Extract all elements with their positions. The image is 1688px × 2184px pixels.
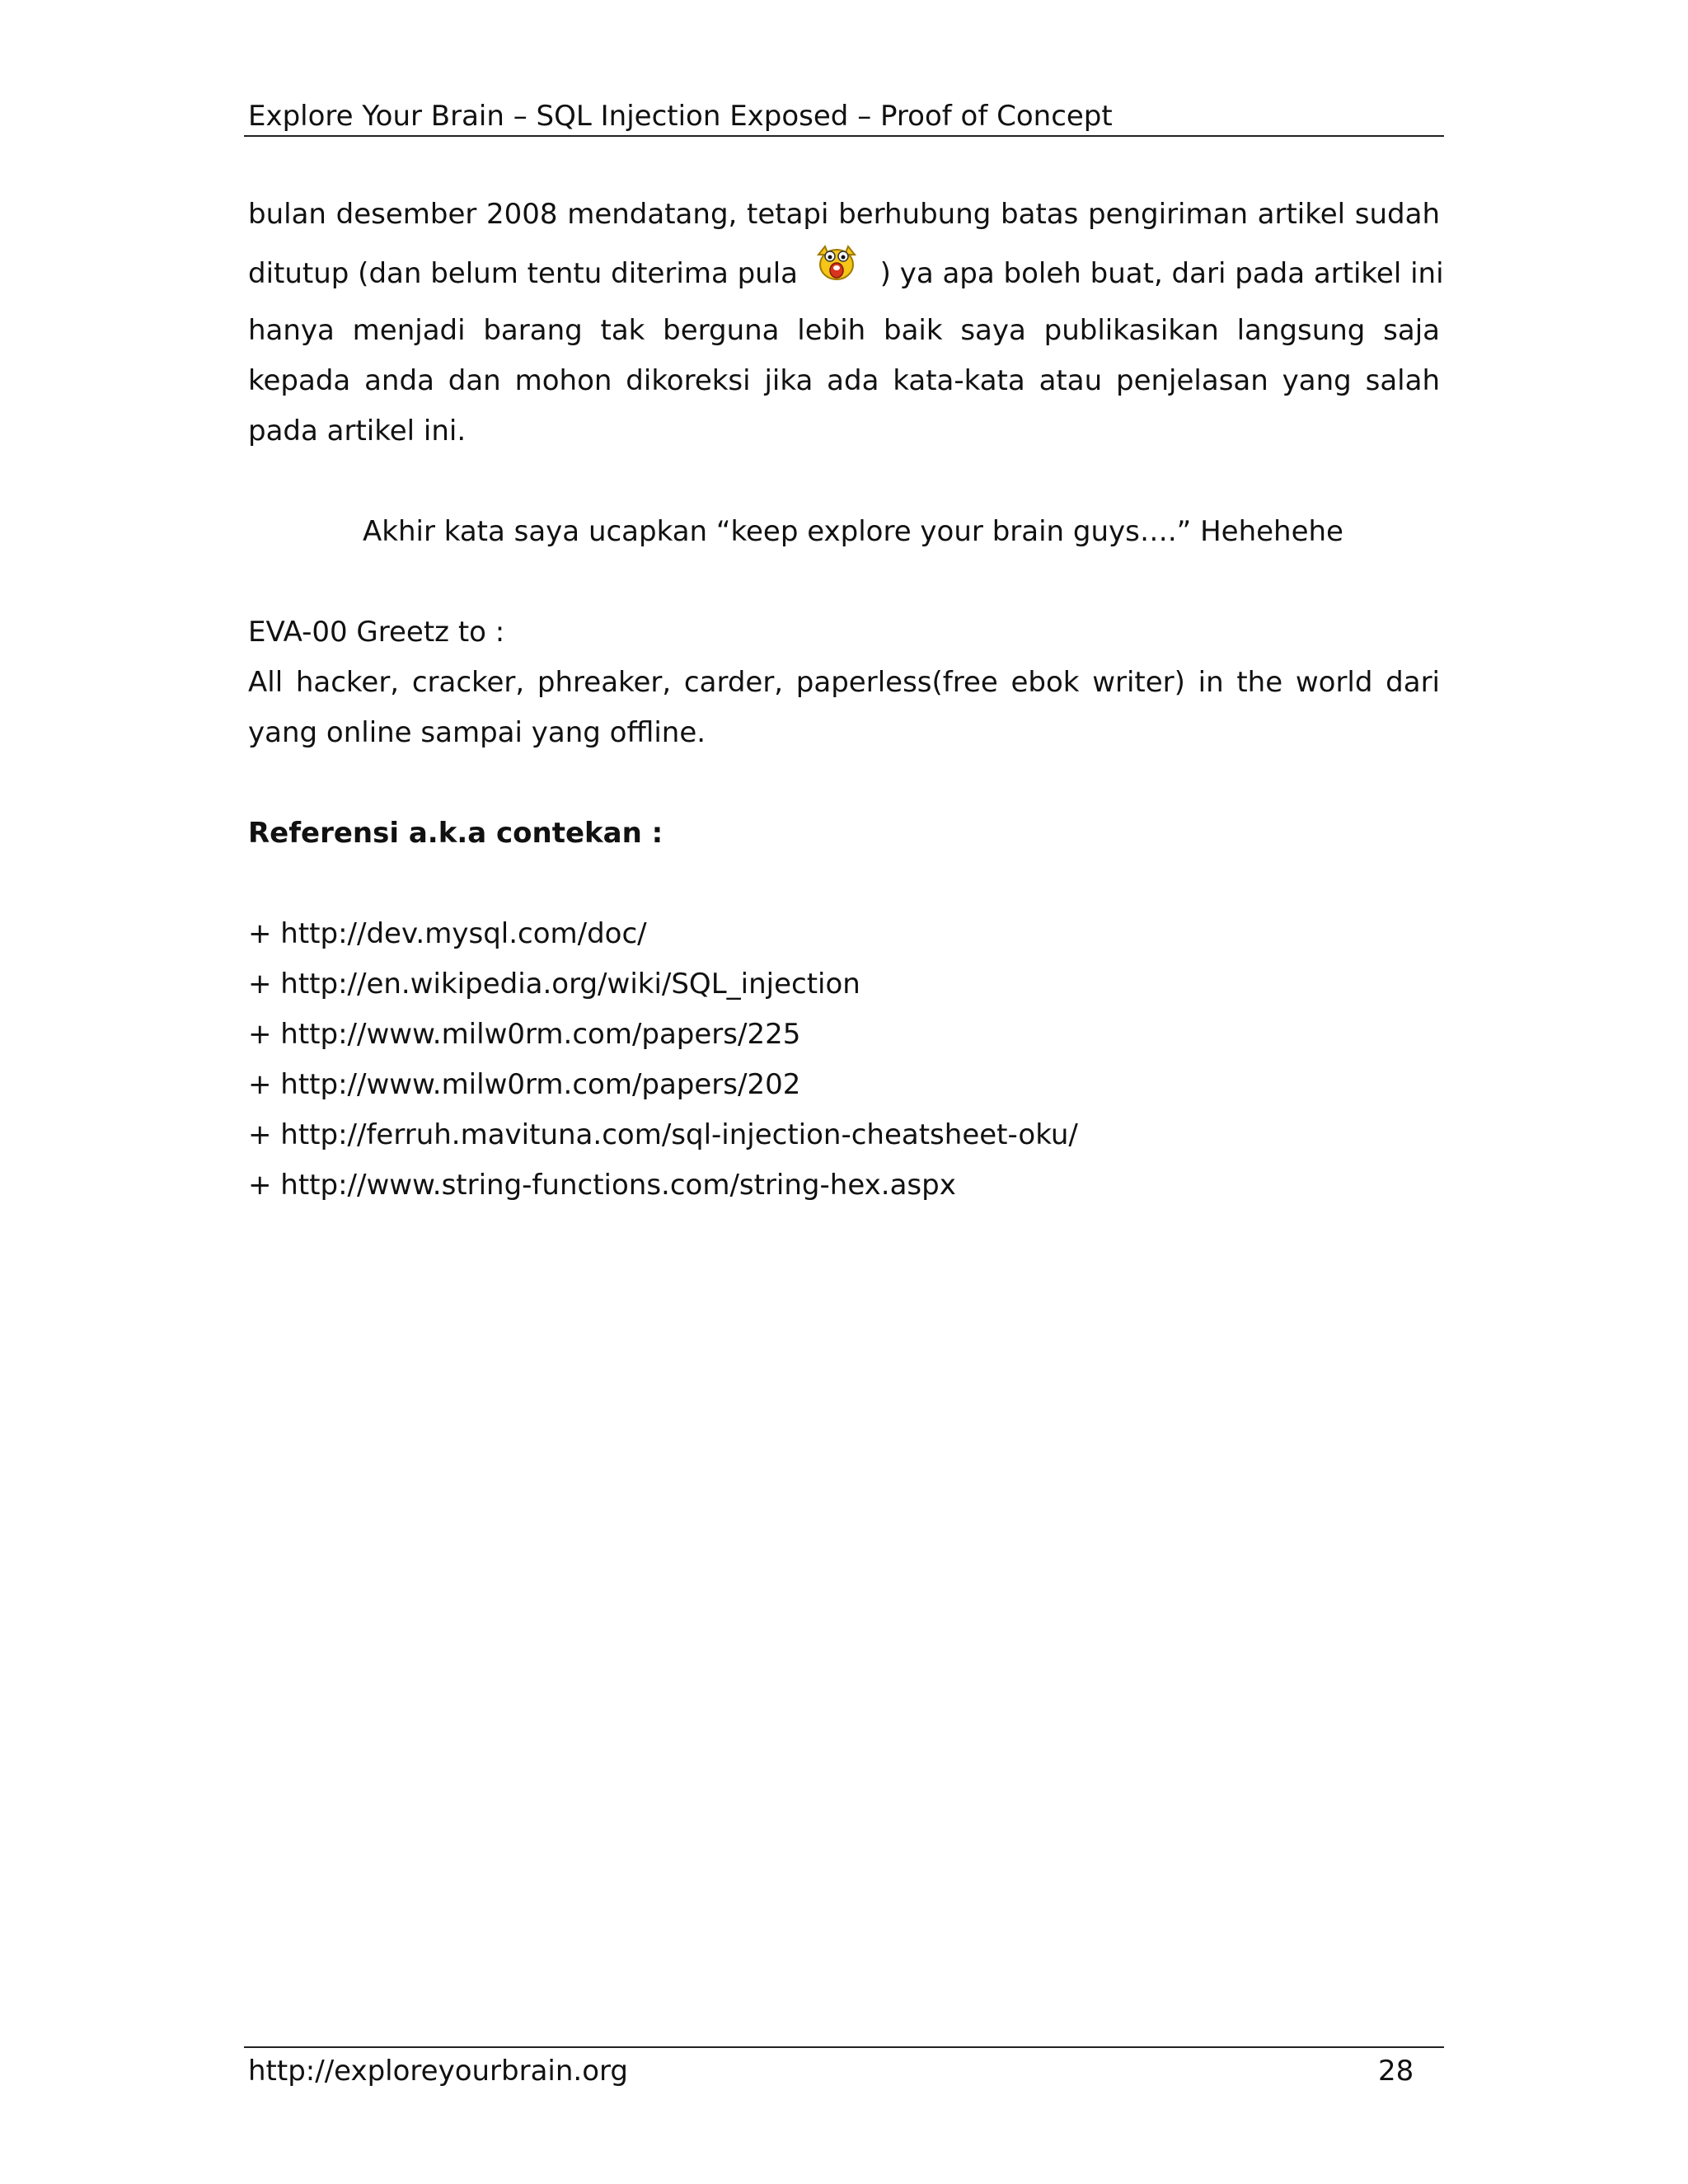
footer-divider [244,2046,1444,2048]
footer-url[interactable]: http://exploreyourbrain.org [248,2055,628,2088]
reference-item[interactable]: + http://www.milw0rm.com/papers/225 [248,1018,801,1051]
reference-item[interactable]: + http://en.wikipedia.org/wiki/SQL_injection [248,968,860,1001]
header-divider [244,135,1444,137]
page-content [248,190,1444,1211]
intro-line-2 [248,240,1444,306]
greetz-line-2: yang online sampai yang offline. [248,716,706,749]
intro-line-5: pada artikel ini. [248,415,467,448]
page-header-title: Explore Your Brain – SQL Injection Exposed – Proof of Concept [248,100,1113,133]
intro-paragraph [248,190,1444,457]
page-number: 28 [1378,2055,1414,2088]
greetz-title: EVA-00 Greetz to : [248,616,505,649]
intro-line-3: hanya menjadi barang tak berguna lebih baik saya publikasikan langsung saja [248,314,1440,347]
reference-item[interactable]: + http://www.string-functions.com/string-hex.aspx [248,1169,956,1202]
references-list [248,909,1440,1211]
intro-line-2-start: ditutup (dan belum tentu diterima pula [248,257,799,290]
references-heading: Referensi a.k.a contekan : [248,817,663,850]
intro-line-2-end: ) ya apa boleh buat, dari pada artikel ini [879,257,1444,290]
reference-item[interactable]: + http://dev.mysql.com/doc/ [248,917,647,950]
reference-item[interactable]: + http://www.milw0rm.com/papers/202 [248,1068,801,1101]
intro-line-4: kepada anda dan mohon dikoreksi jika ada kata-kata atau penjelasan yang salah [248,364,1440,397]
greetz-line-1: All hacker, cracker, phreaker, carder, paperless(free ebok writer) in the world dari [248,666,1440,699]
closing-remark: Akhir kata saya ucapkan “keep explore your brain guys….” Hehehehe [363,515,1343,548]
greetz-section [248,607,1440,758]
intro-line-1: bulan desember 2008 mendatang, tetapi berhubung batas pengiriman artikel sudah [248,198,1440,231]
shocked-emoticon-icon [814,240,860,286]
reference-item[interactable]: + http://ferruh.mavituna.com/sql-injection-cheatsheet-oku/ [248,1118,1078,1151]
